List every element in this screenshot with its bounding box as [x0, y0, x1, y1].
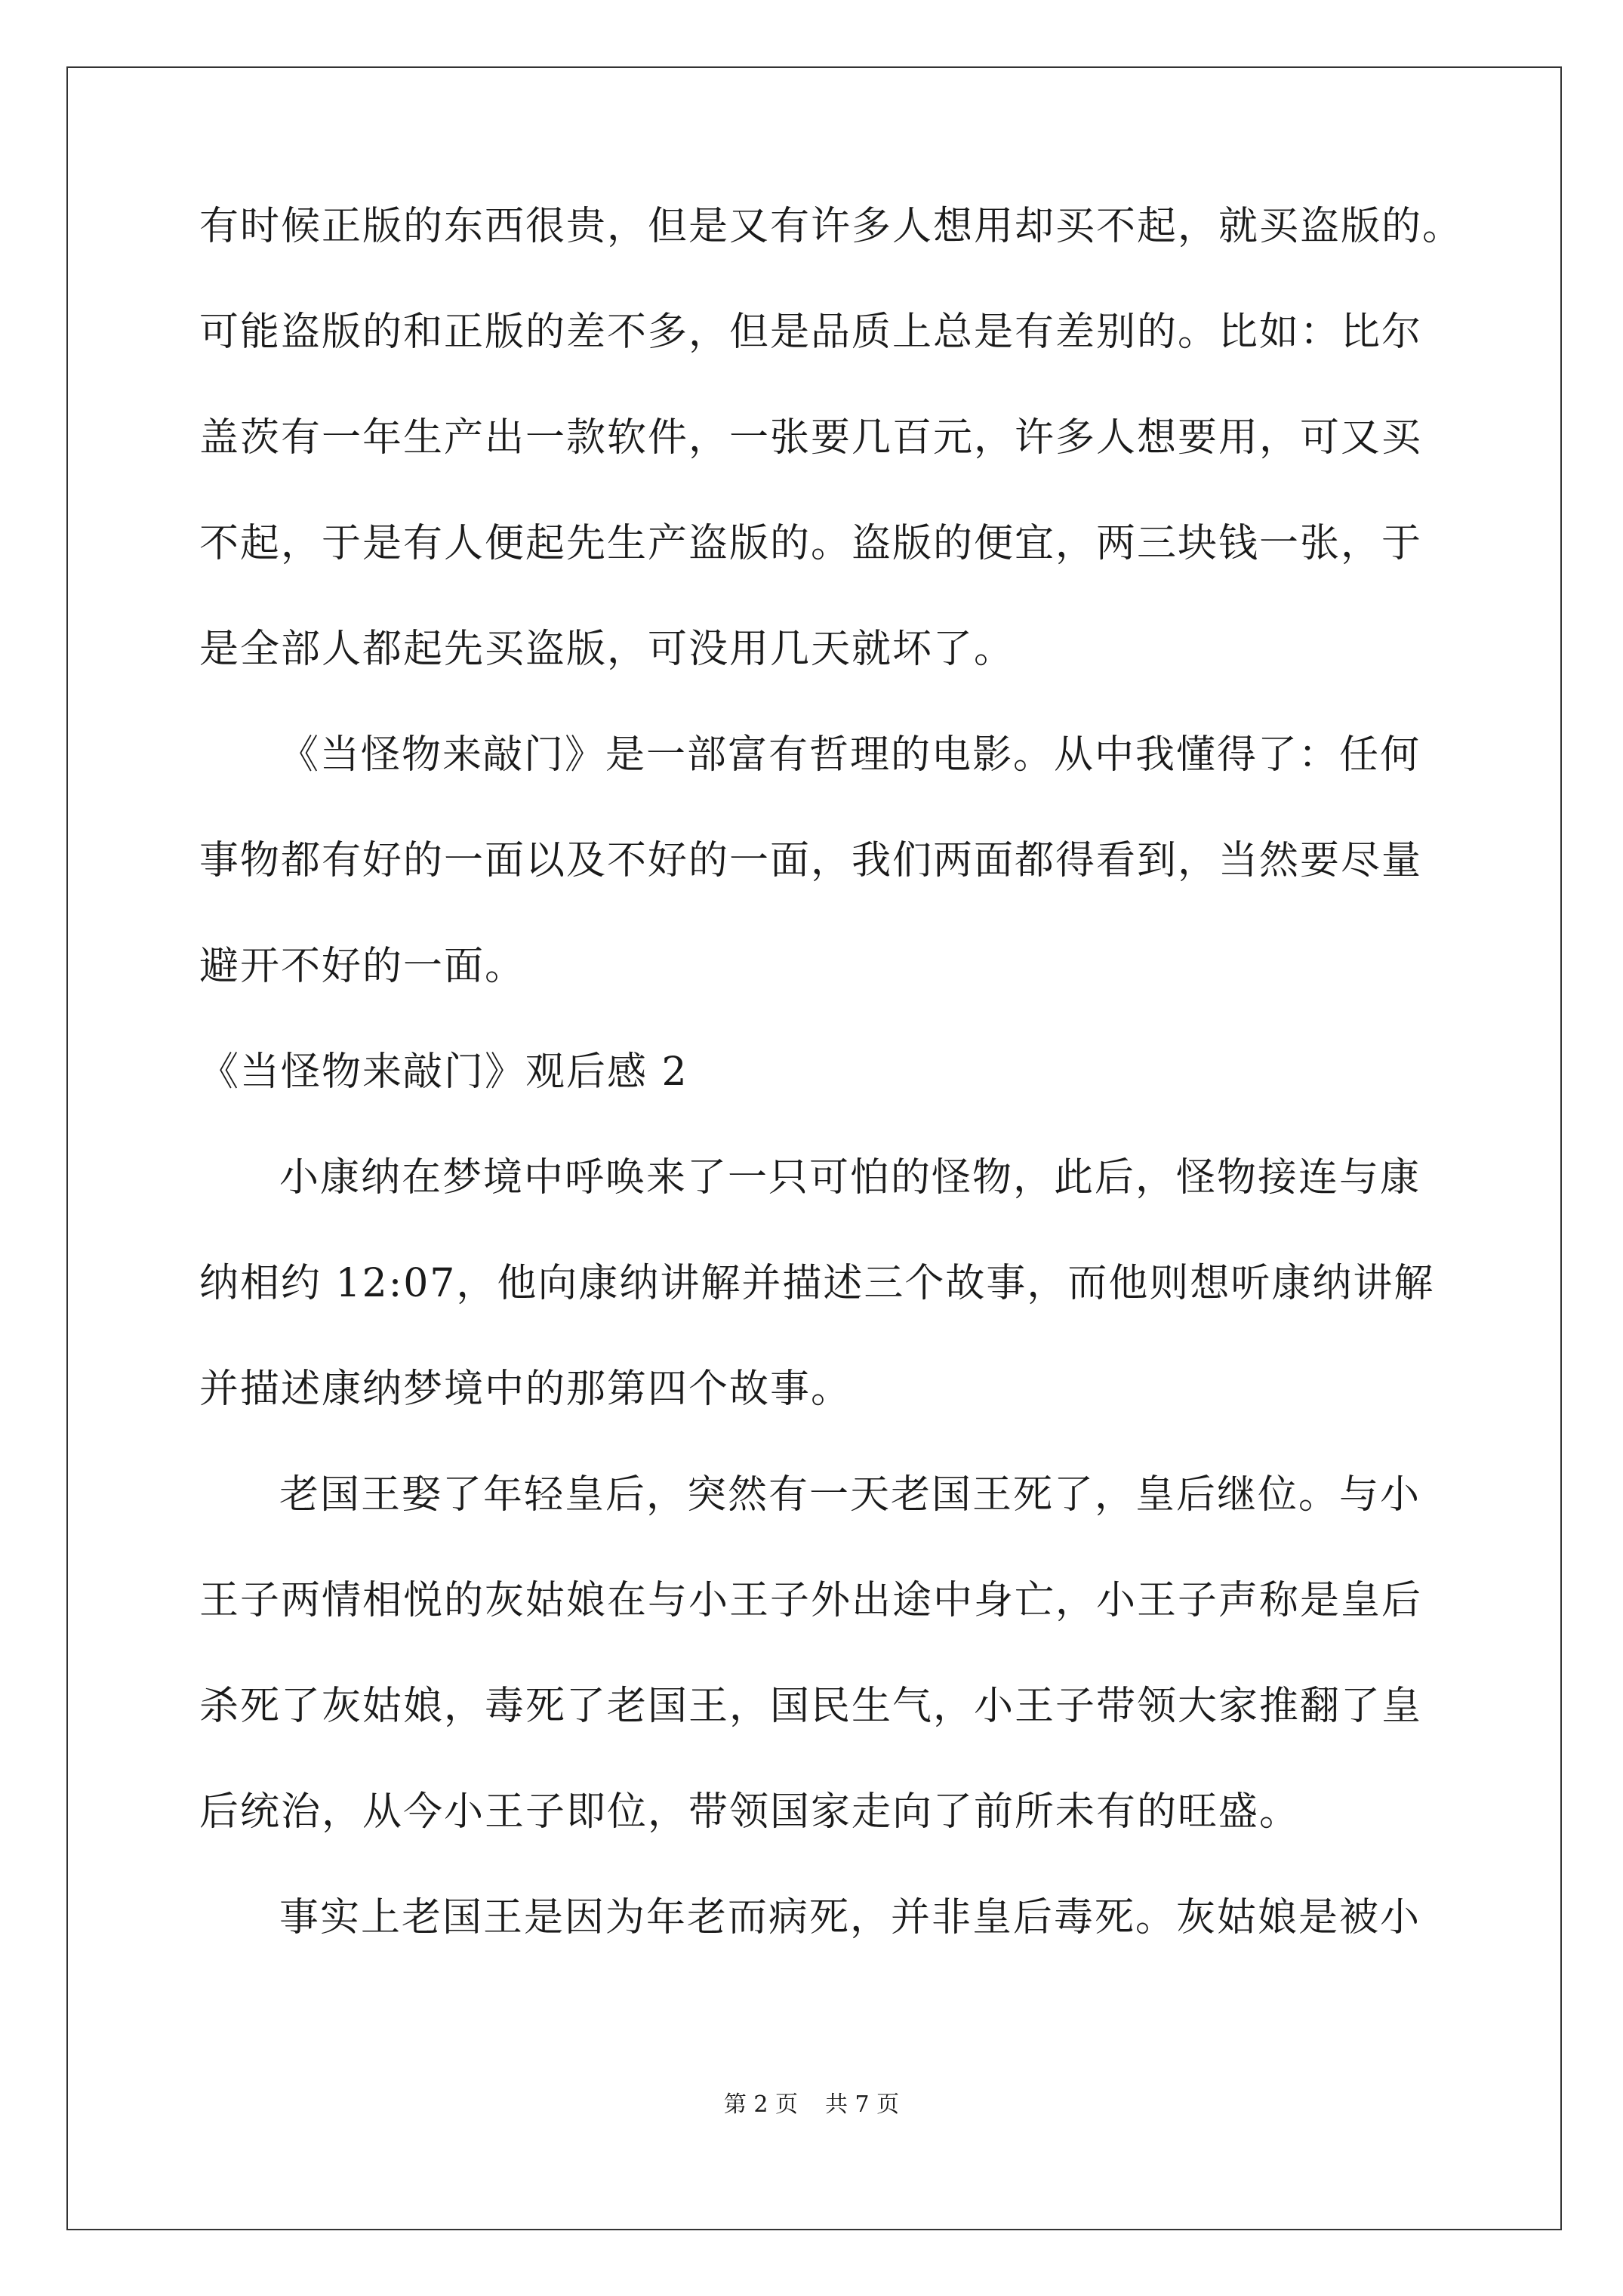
paragraph-start-line: 小康纳在梦境中呼唤来了一只可怕的怪物，此后，怪物接连与康	[279, 1155, 1421, 1200]
body-line: 不起，于是有人便起先生产盗版的。盗版的便宜，两三块钱一张，于	[199, 521, 1423, 566]
body-line: 避开不好的一面。	[199, 944, 526, 989]
body-line: 有时候正版的东西很贵，但是又有许多人想用却买不起，就买盗版的。	[199, 204, 1464, 249]
body-line: 盖茨有一年生产出一款软件，一张要几百元，许多人想要用，可又买	[199, 415, 1423, 461]
body-line: 纳相约 12:07，他向康纳讲解并描述三个故事，而他则想听康纳讲解	[199, 1261, 1435, 1306]
body-line: 后统治，从今小王子即位，带领国家走向了前所未有的旺盛。	[199, 1789, 1301, 1835]
page-number-current: 第 2 页	[723, 2091, 798, 2118]
body-line: 事物都有好的一面以及不好的一面，我们两面都得看到，当然要尽量	[199, 838, 1423, 883]
paragraph-start-line: 《当怪物来敲门》是一部富有哲理的电影。从中我懂得了：任何	[279, 732, 1421, 778]
body-line: 杀死了灰姑娘，毒死了老国王，国民生气，小王子带领大家推翻了皇	[199, 1684, 1423, 1729]
paragraph-start-line: 事实上老国王是因为年老而病死，并非皇后毒死。灰姑娘是被小	[279, 1895, 1421, 1940]
body-line: 并描述康纳梦境中的那第四个故事。	[199, 1367, 852, 1412]
page-footer	[0, 2090, 1623, 2120]
body-line: 可能盗版的和正版的差不多，但是品质上总是有差别的。比如：比尔	[199, 310, 1423, 355]
body-line: 王子两情相悦的灰姑娘在与小王子外出途中身亡，小王子声称是皇后	[199, 1578, 1423, 1623]
page-number-total: 共 7 页	[825, 2091, 900, 2118]
section-heading: 《当怪物来敲门》观后感 2	[199, 1049, 688, 1095]
body-line: 是全部人都起先买盗版，可没用几天就坏了。	[199, 627, 1015, 672]
paragraph-start-line: 老国王娶了年轻皇后，突然有一天老国王死了，皇后继位。与小	[279, 1472, 1421, 1518]
